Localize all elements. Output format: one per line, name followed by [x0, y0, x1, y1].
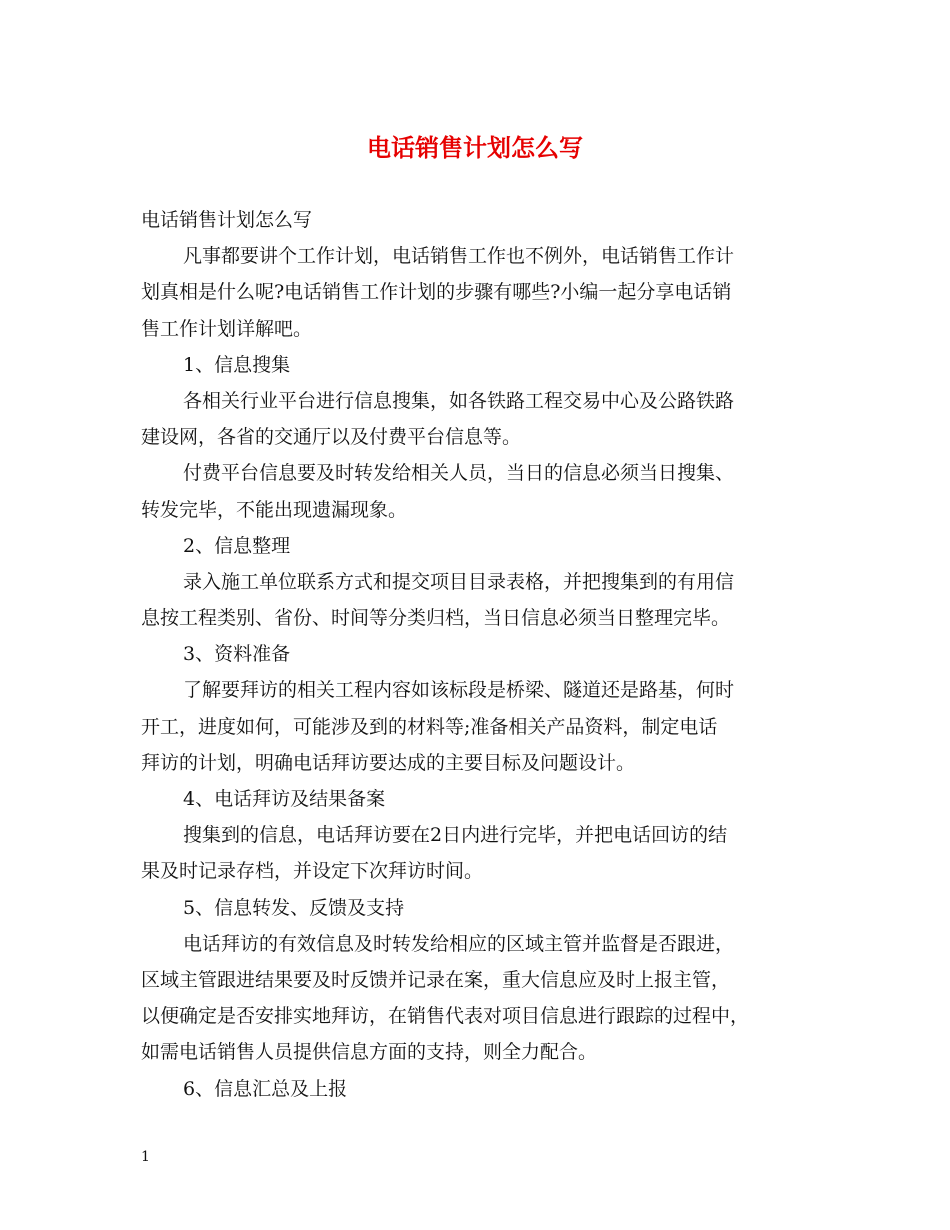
text-line: 付费平台信息要及时转发给相关人员，当日的信息必须当日搜集、	[183, 462, 735, 485]
text-line: 2、信息整理	[183, 534, 291, 557]
document-body	[141, 202, 831, 1107]
text-line: 4、电话拜访及结果备案	[183, 788, 386, 810]
text-line: 搜集到的信息，电话拜访要在2日内进行完毕，并把电话回访的结	[183, 824, 728, 847]
text-line: 凡事都要讲个工作计划，电话销售工作也不例外，电话销售工作计	[183, 245, 735, 268]
text-line: 1、信息搜集	[183, 353, 291, 376]
text-line: 如需电话销售人员提供信息方面的支持，则全力配合。	[141, 1041, 598, 1064]
text-line: 电话拜访的有效信息及时转发给相应的区域主管并监督是否跟进，	[183, 932, 735, 955]
text-line: 开工，进度如何，可能涉及到的材料等;准备相关产品资料，制定电话	[141, 715, 718, 738]
text-line: 划真相是什么呢?电话销售工作计划的步骤有哪些?小编一起分享电话销	[141, 281, 732, 304]
text-line: 区域主管跟进结果要及时反馈并记录在案，重大信息应及时上报主管，	[141, 968, 731, 991]
text-line: 以便确定是否安排实地拜访，在销售代表对项目信息进行跟踪的过程中，	[141, 1005, 750, 1028]
text-line: 电话销售计划怎么写	[141, 209, 313, 231]
document-title: 电话销售计划怎么写	[367, 133, 583, 162]
text-line: 拜访的计划，明确电话拜访要达成的主要目标及问题设计。	[141, 751, 636, 774]
text-line: 息按工程类别、省份、时间等分类归档，当日信息必须当日整理完毕。	[141, 607, 731, 630]
text-line: 建设网，各省的交通厅以及付费平台信息等。	[141, 426, 522, 449]
text-line: 3、资料准备	[183, 643, 291, 666]
text-line: 售工作计划详解吧。	[141, 317, 313, 340]
page-number: 1	[141, 1149, 150, 1165]
text-line: 果及时记录存档，并设定下次拜访时间。	[141, 860, 484, 883]
text-line: 6、信息汇总及上报	[183, 1077, 348, 1100]
text-line: 转发完毕，不能出现遗漏现象。	[141, 498, 408, 521]
text-line: 了解要拜访的相关工程内容如该标段是桥梁、隧道还是路基，何时	[183, 679, 735, 702]
text-line: 录入施工单位联系方式和提交项目目录表格，并把搜集到的有用信	[183, 570, 735, 593]
text-line: 各相关行业平台进行信息搜集，如各铁路工程交易中心及公路铁路	[183, 389, 735, 412]
text-line: 5、信息转发、反馈及支持	[183, 896, 405, 919]
